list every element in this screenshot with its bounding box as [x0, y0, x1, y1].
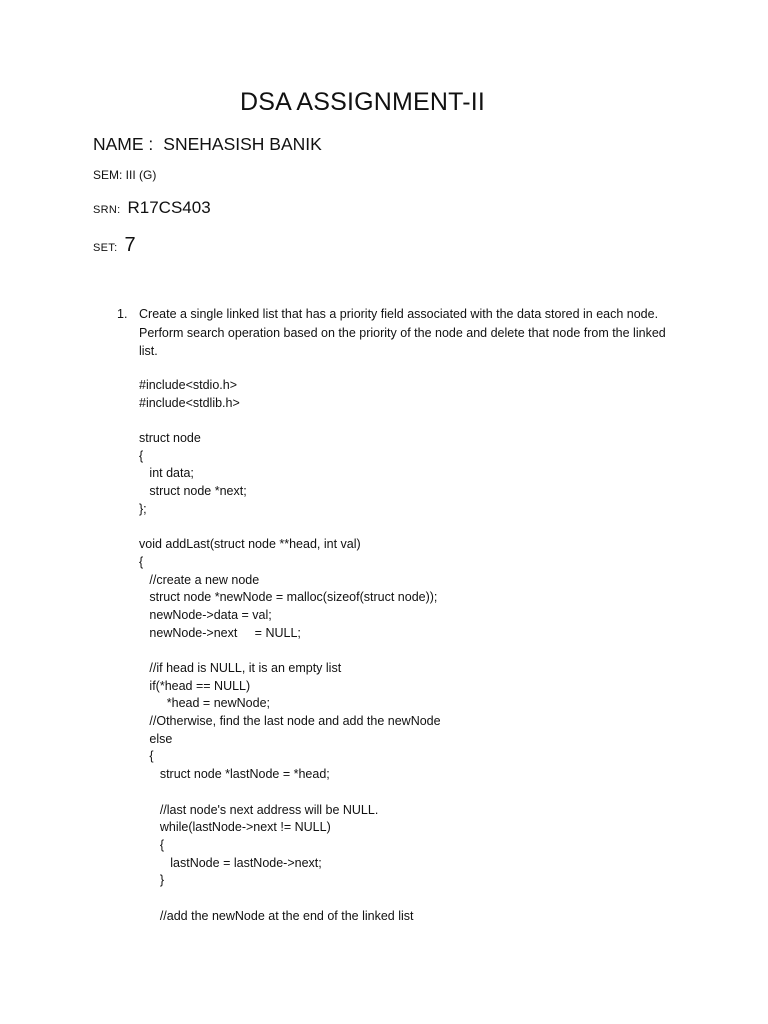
- code-line: struct node *next;: [139, 484, 247, 499]
- code-line: [139, 784, 441, 802]
- code-line: [139, 642, 441, 660]
- srn-label: SRN:: [93, 204, 121, 216]
- code-line: //if head is NULL, it is an empty list: [139, 661, 342, 675]
- code-line: {: [139, 554, 144, 569]
- code-line: {: [139, 837, 165, 852]
- code-line: struct node *newNode = malloc(sizeof(struct node));: [139, 590, 438, 605]
- code-line: lastNode = lastNode->next;: [139, 855, 322, 870]
- code-line: //last node's next address will be NULL.: [139, 802, 379, 817]
- code-line: else: [139, 731, 173, 746]
- semester-line: SEM: III (G): [93, 168, 157, 182]
- set-line: [93, 234, 136, 257]
- srn-line: [93, 198, 211, 218]
- question-number: 1.: [117, 307, 128, 321]
- document-title: DSA ASSIGNMENT-II: [239, 88, 486, 116]
- code-line: {: [139, 749, 154, 764]
- code-listing: [139, 377, 441, 925]
- code-line: newNode->data = val;: [139, 607, 272, 622]
- question-item: [117, 305, 687, 361]
- code-line: {: [139, 448, 144, 463]
- code-line: [139, 412, 441, 430]
- name-value: SNEHASISH BANIK: [163, 134, 322, 154]
- code-line: //Otherwise, find the last node and add the newNode: [139, 714, 441, 729]
- code-line: #include<stdlib.h>: [139, 395, 240, 410]
- code-line: void addLast(struct node **head, int val): [139, 537, 361, 552]
- name-label: NAME :: [93, 134, 154, 154]
- code-line: [139, 890, 441, 908]
- code-line: struct node: [139, 431, 201, 446]
- code-line: newNode->next = NULL;: [139, 625, 301, 640]
- set-value: 7: [124, 234, 136, 256]
- code-line: }: [139, 873, 165, 888]
- code-line: *head = newNode;: [139, 696, 270, 711]
- code-line: #include<stdio.h>: [139, 378, 237, 392]
- code-line: [139, 519, 441, 537]
- code-line: struct node *lastNode = *head;: [139, 767, 330, 782]
- set-label: SET:: [93, 242, 118, 254]
- code-line: };: [139, 501, 147, 516]
- question-text: Create a single linked list that has a priority field associated with the data stored in each node. Perform search operation based on the priority of the node and delete that node from the linked list.: [139, 307, 666, 358]
- code-line: //add the newNode at the end of the linked list: [139, 908, 414, 923]
- code-line: int data;: [139, 466, 194, 481]
- code-line: if(*head == NULL): [139, 678, 251, 693]
- code-line: while(lastNode->next != NULL): [139, 820, 331, 835]
- code-line: //create a new node: [139, 572, 260, 587]
- student-name-line: [93, 134, 322, 155]
- srn-value: R17CS403: [127, 198, 211, 217]
